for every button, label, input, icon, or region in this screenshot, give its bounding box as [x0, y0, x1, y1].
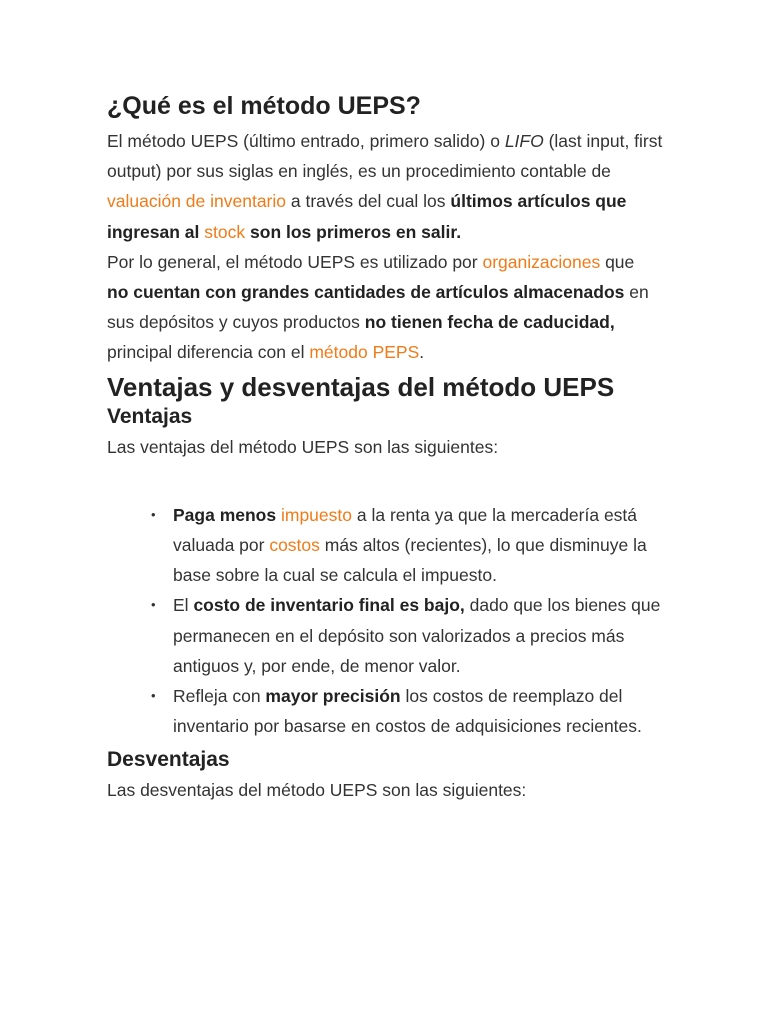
list-item — [151, 681, 667, 741]
item-text: dado que los bienes que permanecen en el depósito son valorizados a precios más antiguos y, por ende, de menor valor. — [173, 595, 661, 676]
list-item — [151, 590, 667, 681]
item-bold: costo de inventario final es bajo, — [193, 595, 465, 616]
ventajas-heading: Ventajas — [107, 404, 193, 428]
intro-text: El método UEPS (último entrado, primero salido) o — [107, 131, 505, 151]
bullet-icon: • — [151, 688, 156, 704]
general-bold: no cuentan con grandes cantidades de artículos almacenados — [107, 282, 625, 303]
article-content — [107, 86, 667, 806]
list-item — [151, 500, 667, 591]
page-title: ¿Qué es el método UEPS? — [107, 92, 421, 120]
item-text: Refleja con — [173, 686, 266, 707]
lifo-term: LIFO — [504, 131, 544, 151]
bullet-icon: • — [151, 597, 156, 613]
ventajas-intro: Las ventajas del método UEPS son las siguientes: — [107, 436, 499, 457]
desventajas-intro: Las desventajas del método UEPS son las siguientes: — [107, 780, 527, 801]
item-text: a la renta ya que la mercadería está valuada por — [173, 504, 638, 556]
intro-text: a través del cual los — [286, 191, 451, 212]
general-paragraph — [107, 247, 657, 368]
link-impuesto[interactable]: impuesto — [280, 504, 352, 525]
item-text: los costos de reemplazo del inventario por basarse en costos de adquisiciones recientes. — [173, 686, 642, 737]
item-text: El — [173, 595, 194, 616]
ventajas-list — [151, 500, 667, 742]
general-text: Por lo general, el método UEPS es utilizado por — [107, 251, 483, 272]
intro-bold: últimos artículos que ingresan al — [107, 191, 627, 242]
intro-paragraph — [107, 126, 667, 247]
general-bold: no tienen fecha de caducidad, — [364, 312, 615, 333]
link-costos[interactable]: costos — [269, 535, 320, 556]
item-text: más altos (recientes), lo que disminuye la base sobre la cual se calcula el impuesto. — [173, 535, 647, 586]
intro-text: (last input, first output) por sus siglas en inglés, es un procedimiento contable de — [107, 131, 663, 182]
general-text: en sus depósitos y cuyos productos — [107, 282, 649, 333]
general-text: que — [600, 251, 635, 272]
link-stock[interactable]: stock — [204, 221, 246, 242]
intro-bold: son los primeros en salir. — [250, 221, 462, 242]
bullet-icon: • — [151, 506, 156, 522]
link-valuacion-inventario[interactable]: valuación de inventario — [107, 191, 287, 212]
desventajas-heading: Desventajas — [107, 748, 230, 772]
item-bold: Paga menos — [173, 504, 277, 525]
general-text: . — [419, 342, 425, 363]
link-organizaciones[interactable]: organizaciones — [482, 251, 601, 272]
link-metodo-peps[interactable]: método PEPS — [309, 342, 420, 363]
item-bold: mayor precisión — [265, 686, 401, 707]
general-text: principal diferencia con el — [107, 342, 310, 363]
section-title: Ventajas y desventajas del método UEPS — [107, 371, 615, 402]
